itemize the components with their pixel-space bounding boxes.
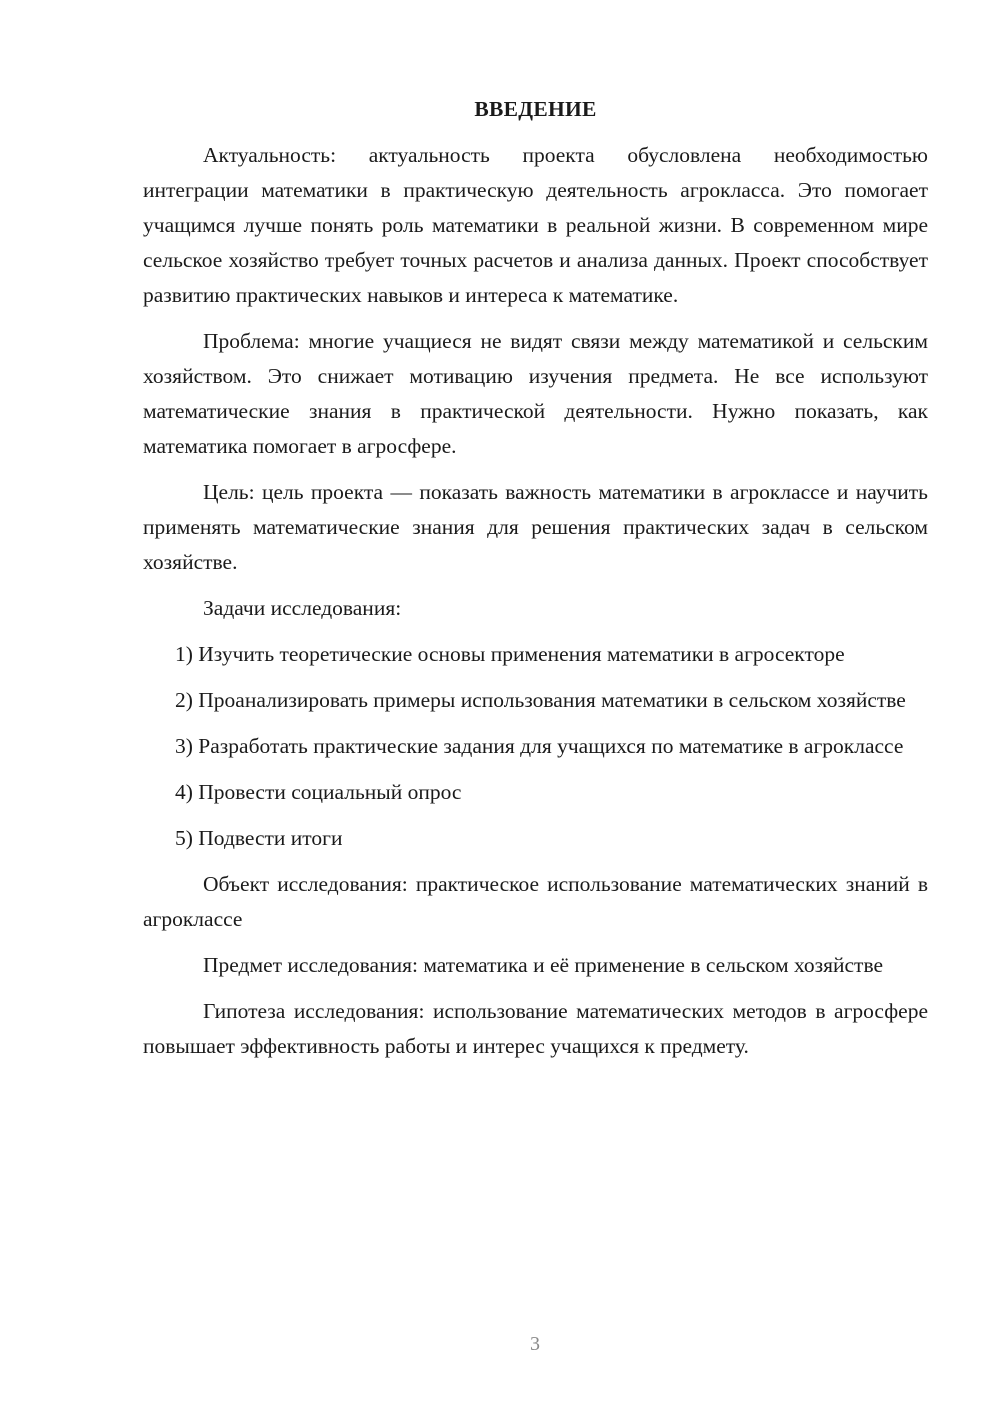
paragraph-relevance: Актуальность: актуальность проекта обусловлена необходимостью интеграции математики в практическую деятельность агрокласса. Это помогает учащимся лучше понять роль математики в реальной жизни. В современном мире сельское хозяйство требует точных расчетов и анализа данных. Проект способствует развитию практических навыков и интереса к математике. <box>143 143 928 307</box>
task-item-4: 4) Провести социальный опрос <box>175 780 462 804</box>
paragraph-goal: Цель: цель проекта — показать важность математики в агроклассе и научить применять математические знания для решения практических задач в сельском хозяйстве. <box>143 480 928 574</box>
task-item-5: 5) Подвести итоги <box>175 826 343 850</box>
document-page <box>143 92 928 1075</box>
task-item-2: 2) Проанализировать примеры использования математики в сельском хозяйстве <box>175 688 906 712</box>
task-item-1: 1) Изучить теоретические основы применения математики в агросекторе <box>175 642 845 666</box>
paragraph-problem: Проблема: многие учащиеся не видят связи между математикой и сельским хозяйством. Это снижает мотивацию изучения предмета. Не все используют математические знания в практической деятельности. Нужно показать, как математика помогает в агросфере. <box>143 329 928 458</box>
paragraph-object: Объект исследования: практическое использование математических знаний в агроклассе <box>143 872 928 931</box>
tasks-heading: Задачи исследования: <box>203 596 402 620</box>
task-item-3: 3) Разработать практические задания для учащихся по математике в агроклассе <box>175 734 904 758</box>
paragraph-hypothesis: Гипотеза исследования: использование математических методов в агросфере повышает эффективность работы и интерес учащихся к предмету. <box>143 999 928 1058</box>
paragraph-subject: Предмет исследования: математика и её применение в сельском хозяйстве <box>203 953 884 977</box>
section-title: ВВЕДЕНИЕ <box>474 97 597 121</box>
page-number: 3 <box>530 1333 540 1355</box>
